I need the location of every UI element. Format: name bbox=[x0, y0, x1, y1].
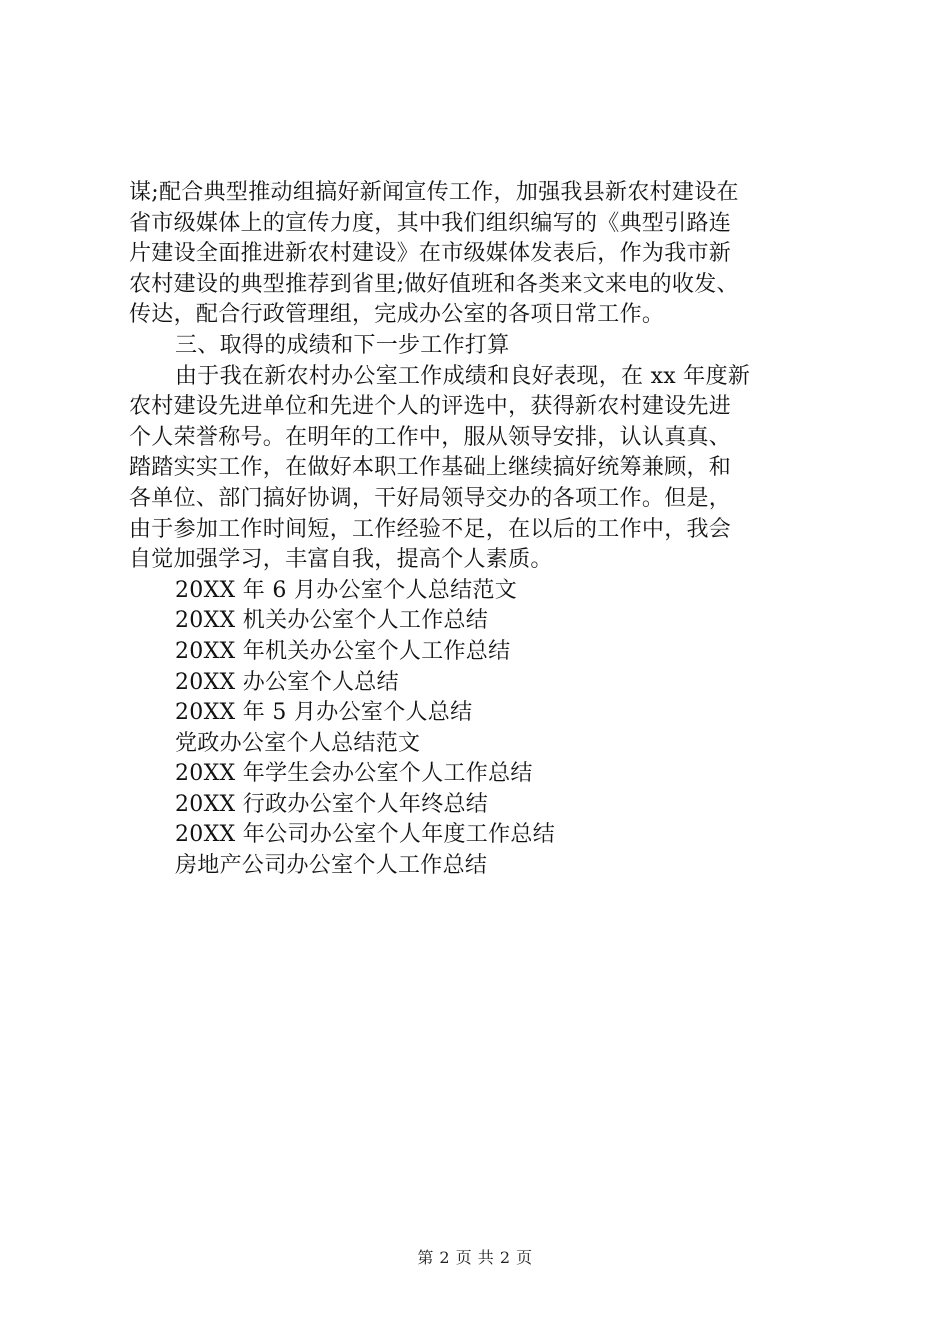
related-article-link[interactable]: 20XX 年学生会办公室个人工作总结 bbox=[175, 761, 533, 787]
section-heading: 三、取得的成绩和下一步工作打算 bbox=[175, 332, 510, 358]
text-line: 由于参加工作时间短，工作经验不足，在以后的工作中，我会 bbox=[129, 516, 732, 542]
text-line: 由于我在新农村办公室工作成绩和良好表现，在 xx 年度新 bbox=[175, 363, 751, 389]
page-footer bbox=[0, 1245, 950, 1268]
related-article-link[interactable]: 20XX 年公司办公室个人年度工作总结 bbox=[175, 822, 556, 848]
related-article-link[interactable]: 党政办公室个人总结范文 bbox=[175, 730, 421, 756]
related-articles-list bbox=[129, 576, 829, 882]
text-line: 个人荣誉称号。在明年的工作中，服从领导安排，认认真真、 bbox=[129, 424, 732, 450]
related-article-link[interactable]: 20XX 年机关办公室个人工作总结 bbox=[175, 638, 511, 664]
paragraph-continuation bbox=[129, 178, 829, 331]
related-article-link[interactable]: 20XX 办公室个人总结 bbox=[175, 669, 399, 695]
text-line: 各单位、部门搞好协调，干好局领导交办的各项工作。但是， bbox=[129, 485, 732, 511]
text-line: 自觉加强学习，丰富自我，提高个人素质。 bbox=[129, 547, 553, 573]
related-article-link[interactable]: 20XX 行政办公室个人年终总结 bbox=[175, 791, 489, 817]
related-article-link[interactable]: 20XX 年 6 月办公室个人总结范文 bbox=[175, 577, 517, 603]
text-line: 农村建设的典型推荐到省里;做好值班和各类来文来电的收发、 bbox=[129, 271, 739, 297]
section-paragraph bbox=[129, 362, 829, 576]
text-line: 农村建设先进单位和先进个人的评选中，获得新农村建设先进 bbox=[129, 394, 732, 420]
related-article-link[interactable]: 房地产公司办公室个人工作总结 bbox=[175, 853, 488, 879]
related-article-link[interactable]: 20XX 机关办公室个人工作总结 bbox=[175, 608, 489, 634]
text-line: 片建设全面推进新农村建设》在市级媒体发表后，作为我市新 bbox=[129, 241, 732, 267]
document-body bbox=[129, 178, 829, 882]
text-line: 谋;配合典型推动组搞好新闻宣传工作，加强我县新农村建设在 bbox=[129, 180, 739, 205]
related-article-link[interactable]: 20XX 年 5 月办公室个人总结 bbox=[175, 700, 473, 726]
text-line: 踏踏实实工作，在做好本职工作基础上继续搞好统筹兼顾，和 bbox=[129, 455, 732, 481]
page-number: 第 2 页 共 2 页 bbox=[417, 1248, 533, 1267]
text-line: 省市级媒体上的宣传力度，其中我们组织编写的《典型引路连 bbox=[129, 210, 732, 236]
text-line: 传达，配合行政管理组，完成办公室的各项日常工作。 bbox=[129, 302, 665, 328]
